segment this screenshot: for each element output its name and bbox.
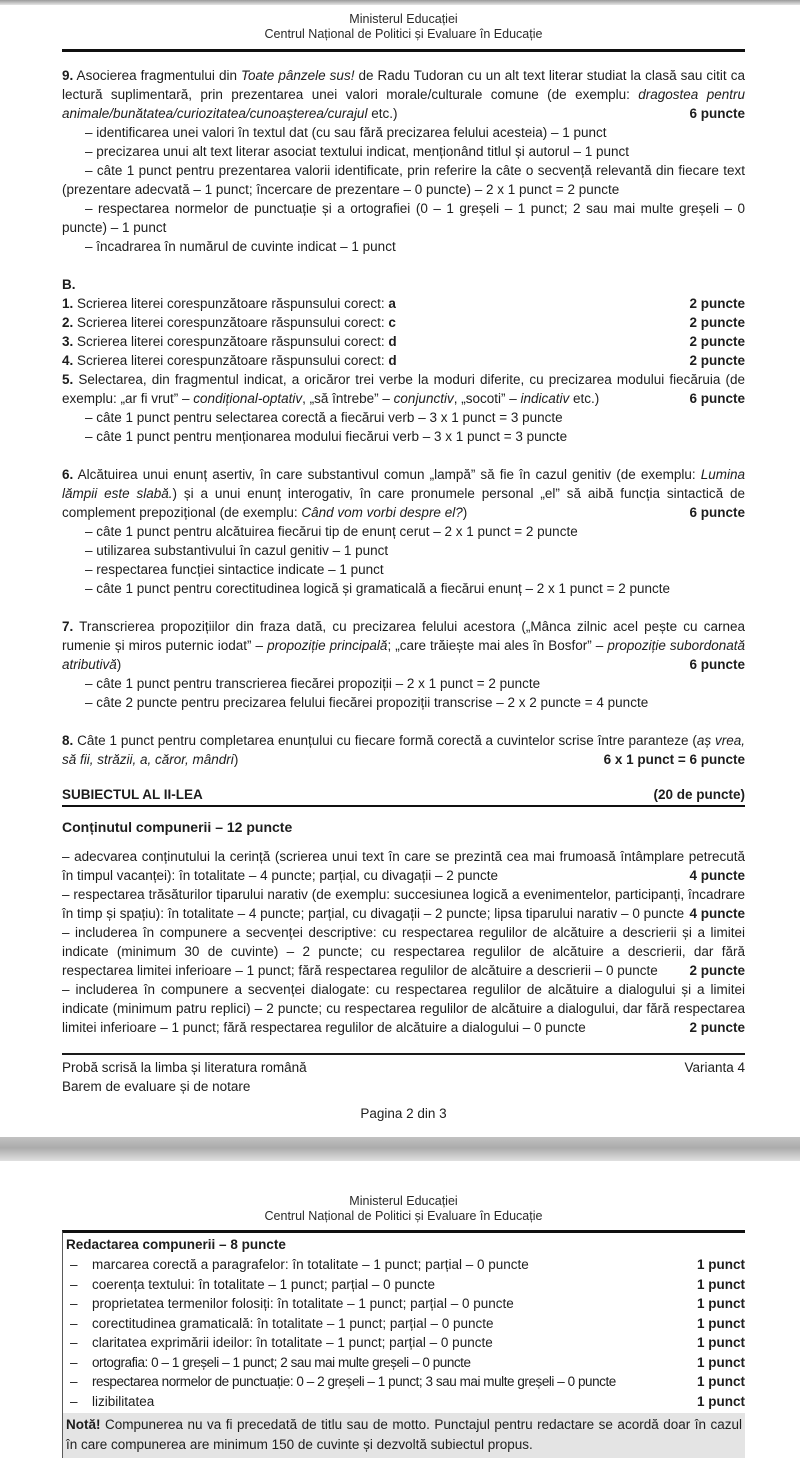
doc-header: [62, 5, 745, 42]
italic-example: propoziție subordonată atributivă: [62, 638, 745, 672]
table-row: [63, 1392, 745, 1412]
doc-footer: [62, 1058, 745, 1077]
dash-bullet: –: [70, 1296, 78, 1311]
sub-item: – câte 2 puncte pentru precizarea felului fiecărei propoziții transcrise – 2 x 2 puncte = 4 puncte: [85, 695, 649, 710]
item-text: Transcrierea propozițiilor din fraza dată, cu precizarea felului acestora („Mânca zilnic acel pește cu carnea rumenie și miros puternic iodat” –: [62, 619, 745, 653]
item-text: Scrierea literei corespunzătoare răspunsului corect:: [73, 296, 389, 311]
italic-title: Toate pânzele sus!: [241, 68, 355, 83]
item-text: Scrierea literei corespunzătoare răspunsului corect:: [73, 334, 389, 349]
item-9: [62, 66, 745, 123]
dash-bullet: –: [70, 1335, 78, 1350]
table-row: [63, 1275, 745, 1295]
item-number: 2.: [62, 315, 74, 330]
content-section-heading: Conținutul compunerii – 12 puncte: [62, 819, 293, 835]
points-value: 1 punct: [696, 1276, 745, 1292]
item-b4: [62, 351, 745, 370]
sub-item: – câte 1 punct pentru selectarea corectă a fiecărui verb – 3 x 1 punct = 3 puncte: [85, 410, 563, 425]
item-text: – includerea în compunere a secvenței dialogate: cu respectarea regulilor de alcătuire a dialogului și a limitei indicate (minimum patru replici) – 2 puncte; cu respectarea regulilor de alcătuire a dialogului, dar fără respectarea limitei inferioare – 1 punct; fără respectarea regulilor de alcătuire a dialogului – 0 puncte: [62, 982, 745, 1035]
answer-letter: a: [388, 296, 396, 311]
table-row: [63, 1353, 745, 1373]
table-row: [63, 1333, 745, 1353]
points-value: 2 puncte: [689, 315, 745, 330]
item-number: 6.: [62, 467, 74, 482]
item-text: ): [116, 657, 122, 672]
table-row: [63, 1255, 745, 1275]
points-value: 1 punct: [696, 1393, 745, 1409]
points-value: 1 punct: [696, 1335, 745, 1350]
sub-item: – utilizarea substantivului în cazul genitiv – 1 punct: [85, 543, 389, 558]
sub-item: – respectarea normelor de punctuație și a ortografiei (0 – 1 greșeli – 1 punct; 2 sau mai multe greșeli – 0 puncte) – 1 punct: [62, 201, 745, 235]
row-text: corectitudinea gramaticală: în totalitate – 1 punct; parțial – 0 puncte: [92, 1315, 494, 1331]
item-text: etc.): [569, 391, 600, 406]
item-number: 7.: [62, 619, 74, 634]
dash-bullet: –: [70, 1354, 78, 1370]
sub-item: – identificarea unei valori în textul dat (cu sau fără precizarea felului acesteia) – 1 punct: [85, 125, 607, 140]
row-text: claritatea exprimării ideilor: în totalitate – 1 punct; parțial – 0 puncte: [92, 1335, 493, 1350]
sub-item: – câte 1 punct pentru alcătuirea fiecărui tip de enunț cerut – 2 x 1 punct = 2 puncte: [85, 524, 578, 539]
italic-example: conjunctiv: [393, 391, 454, 406]
item-b1: [62, 294, 745, 313]
subject-2-title: SUBIECTUL AL II-LEA: [62, 787, 203, 802]
note-label: Notă!: [66, 1417, 101, 1432]
doc-header-line1: Ministerul Educației: [349, 1194, 458, 1208]
page-separator: [0, 1137, 800, 1161]
redaction-heading: Redactarea compunerii – 8 puncte: [66, 1237, 286, 1252]
italic-example: Lumina lămpii este slabă.: [62, 467, 745, 501]
italic-example: dragostea pentru animale/bunătatea/curiozitatea/cunoașterea/curajul: [62, 87, 745, 121]
row-text: ortografia: 0 – 1 greșeli – 1 punct; 2 sau mai multe greșeli – 0 puncte: [92, 1354, 471, 1370]
item-number: 4.: [62, 353, 74, 368]
item-b3: [62, 332, 745, 351]
points-value: 6 puncte: [689, 106, 745, 121]
row-text: lizibilitatea: [92, 1393, 155, 1409]
item-text: – respectarea trăsăturilor tiparului narativ (de exemplu: succesiunea logică a evenimentelor, participanți, încadrare în timp și spațiu): în totalitate – 4 puncte; parțial, cu divagații – 2 puncte; lipsa tiparului narativ – 0 puncte: [62, 887, 745, 921]
points-value: 2 puncte: [689, 1020, 745, 1035]
item-text: ; „care trăiește mai ales în Bosfor” –: [387, 638, 608, 653]
sub-item: – încadrarea în numărul de cuvinte indicat – 1 punct: [85, 239, 396, 254]
section-b-label: B.: [62, 277, 76, 292]
item-text: de Radu Tudoran cu un alt text literar studiat la clasă sau citit ca lectură suplimentară, prin prezentarea unei valori morale/culturale comune (de exemplu:: [62, 68, 745, 102]
item-number: 1.: [62, 296, 74, 311]
subject-2-heading: [62, 785, 745, 807]
item-text: , „să întrebe” –: [302, 391, 394, 406]
item-text: Scrierea literei corespunzătoare răspunsului corect:: [73, 315, 389, 330]
item-5: [62, 370, 745, 408]
sub-item: – câte 1 punct pentru corectitudinea logică și gramaticală a fiecărui enunț – 2 x 1 punct = 2 puncte: [85, 581, 670, 596]
points-value: 4 puncte: [689, 906, 745, 921]
points-value: 1 punct: [696, 1257, 745, 1272]
item-number: 5.: [62, 372, 74, 387]
italic-example: indicativ: [520, 391, 570, 406]
item-text: Asocierea fragmentului din: [73, 68, 242, 83]
document-page-3: [0, 1161, 800, 1458]
item-text: ) și a unui enunț interogativ, în care pronumele personal „el” să aibă funcția sintactică de complement prepozițional (de exemplu:: [62, 486, 745, 520]
italic-example: propoziție principală: [267, 638, 388, 653]
content-item: [62, 885, 745, 923]
item-8: [62, 731, 745, 769]
points-value: 1 punct: [696, 1374, 745, 1389]
table-row: [63, 1314, 745, 1334]
footer-variant: Varianta 4: [684, 1060, 745, 1075]
answer-letter: d: [388, 334, 397, 349]
sub-item: – câte 1 punct pentru transcrierea fiecărei propoziții – 2 x 1 punct = 2 puncte: [85, 676, 541, 691]
dash-bullet: –: [70, 1276, 78, 1292]
italic-example: aș vrea, să fii, străzii, a, căror, mândri: [62, 733, 745, 767]
row-text: coerența textului: în totalitate – 1 punct; parțial – 0 puncte: [92, 1276, 435, 1292]
item-7: [62, 617, 745, 674]
points-value: 2 puncte: [689, 296, 745, 311]
doc-header-line2: Centrul Național de Politici și Evaluare în Educație: [264, 27, 543, 41]
points-value: 6 puncte: [689, 391, 745, 406]
document-page-2: [0, 5, 800, 1123]
item-number: 8.: [62, 733, 74, 748]
header-rule: [62, 49, 745, 52]
doc-header-line1: Ministerul Educației: [349, 12, 458, 26]
sub-item: – respectarea funcției sintactice indicate – 1 punct: [85, 562, 384, 577]
item-text: Alcătuirea unui enunț asertiv, în care substantivul comun „lampă” să fie în cazul genitiv (de exemplu:: [73, 467, 701, 482]
points-value: 6 puncte: [689, 657, 745, 672]
row-text: proprietatea termenilor folosiți: în totalitate – 1 punct; parțial – 0 puncte: [92, 1296, 514, 1311]
answer-letter: c: [388, 315, 396, 330]
points-value: 6 x 1 punct = 6 puncte: [603, 752, 745, 767]
row-text: respectarea normelor de punctuație: 0 – 2 greșeli – 1 punct; 3 sau mai multe greșeli – 0 puncte: [92, 1374, 616, 1389]
sub-item: – precizarea unui alt text literar asociat textului indicat, menționând titlul și autorul – 1 punct: [85, 144, 630, 159]
note-text: Compunerea nu va fi precedată de titlu sau de motto. Punctajul pentru redactare se acordă doar în cazul în care compunerea are minimum 150 de cuvinte și dezvoltă subiectul propus.: [66, 1417, 742, 1452]
content-item: [62, 847, 745, 885]
sub-item: – câte 1 punct pentru menționarea modului fiecărui verb – 3 x 1 punct = 3 puncte: [85, 429, 568, 444]
footer-rule: [62, 1053, 745, 1055]
points-value: 1 punct: [696, 1296, 745, 1311]
table-row: [63, 1372, 745, 1392]
content-item: [62, 980, 745, 1037]
points-value: 4 puncte: [689, 868, 745, 883]
item-text: , „socoti” –: [453, 391, 521, 406]
points-value: 2 puncte: [689, 353, 745, 368]
italic-example: condițional-optativ: [193, 391, 303, 406]
item-number: 3.: [62, 334, 74, 349]
dash-bullet: –: [70, 1257, 78, 1272]
points-value: 1 punct: [696, 1354, 745, 1370]
answer-letter: d: [388, 353, 397, 368]
item-text: ): [233, 752, 239, 767]
item-text: Selectarea, din fragmentul indicat, a oricăror trei verbe la moduri diferite, cu precizarea modului fiecăruia (de exemplu: „ar fi vrut” –: [62, 372, 745, 406]
italic-example: Când vom vorbi despre el?: [301, 505, 463, 520]
dash-bullet: –: [70, 1393, 78, 1409]
redaction-table: [62, 1230, 745, 1458]
sub-item: – câte 1 punct pentru prezentarea valorii identificate, prin referire la câte o secvență relevantă din fiecare text (prezentare adecvată – 1 punct; încercare de prezentare – 0 puncte) – 2 x 1 punct = 2 puncte: [62, 163, 745, 197]
item-text: – includerea în compunere a secvenței descriptive: cu respectarea regulilor de alcătuire a descrierii și a limitei indicate (minimum 30 de cuvinte) – 2 puncte; cu respectarea regulilor de alcătuire a descrierii, dar fără respectarea limitei inferioare – 1 punct; fără respectarea regulilor de alcătuire a descrierii – 0 puncte: [62, 925, 745, 978]
points-value: 2 puncte: [689, 963, 745, 978]
table-row: [63, 1294, 745, 1314]
content-item: [62, 923, 745, 980]
item-b2: [62, 313, 745, 332]
subject-2-points: (20 de puncte): [653, 787, 745, 802]
dash-bullet: –: [70, 1374, 78, 1389]
footer-barem: Barem de evaluare și de notare: [62, 1079, 251, 1094]
points-value: 1 punct: [696, 1315, 745, 1331]
item-6: [62, 465, 745, 522]
page-number: Pagina 2 din 3: [360, 1106, 447, 1121]
doc-header-line2: Centrul Național de Politici și Evaluare în Educație: [264, 1209, 543, 1223]
doc-header: [62, 1187, 745, 1224]
row-text: marcarea corectă a paragrafelor: în totalitate – 1 punct; parțial – 0 puncte: [92, 1257, 529, 1272]
item-text: etc.): [367, 106, 398, 121]
item-text: Scrierea literei corespunzătoare răspunsului corect:: [73, 353, 389, 368]
item-number: 9.: [62, 68, 74, 83]
points-value: 6 puncte: [689, 505, 745, 520]
footer-subject: Probă scrisă la limba și literatura română: [62, 1060, 307, 1075]
item-text: ): [462, 505, 468, 520]
note-block: [63, 1413, 745, 1458]
item-text: Câte 1 punct pentru completarea enunțului cu fiecare formă corectă a cuvintelor scrise între paranteze (: [73, 733, 697, 748]
points-value: 2 puncte: [689, 334, 745, 349]
item-text: – adecvarea conținutului la cerință (scrierea unui text în care se prezintă cea mai frumoasă întâmplare petrecută în timpul vacanței): în totalitate – 4 puncte; parțial, cu divagații – 2 puncte: [62, 849, 745, 883]
dash-bullet: –: [70, 1315, 78, 1331]
